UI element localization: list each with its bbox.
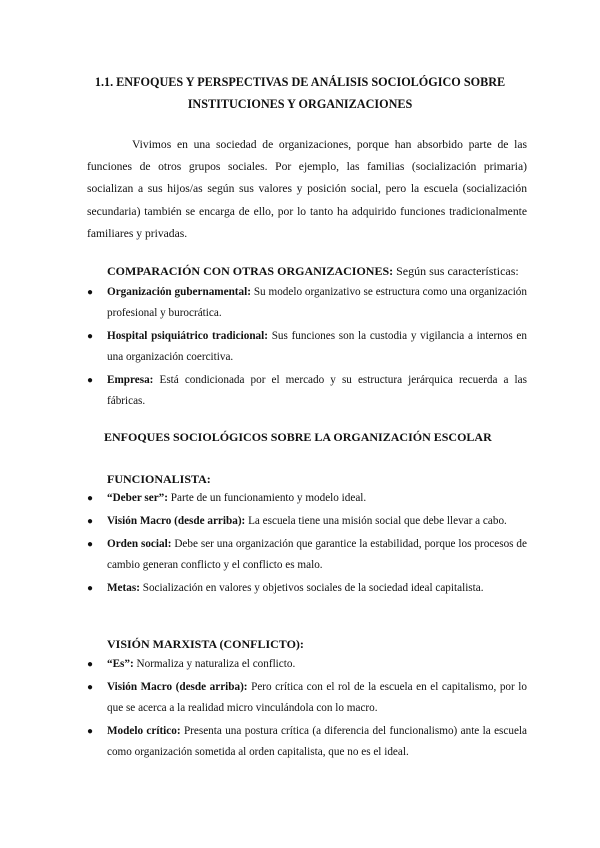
- bullet-icon: ●: [87, 659, 94, 670]
- bullet-icon: ●: [87, 726, 94, 737]
- comparacion-heading: [107, 261, 519, 281]
- item-term: Visión Macro (desde arriba):: [107, 681, 248, 693]
- item-term: Visión Macro (desde arriba):: [107, 515, 246, 527]
- item-term: Organización gubernamental:: [107, 286, 251, 298]
- list-item: [87, 578, 527, 599]
- bullet-icon: ●: [87, 287, 94, 298]
- item-text: Presenta una postura crítica (a diferencia del funcionalismo) ante la escuela como organización sometida al orden capitalista, que no es el ideal.: [107, 725, 527, 758]
- bullet-icon: ●: [87, 583, 94, 594]
- bullet-icon: ●: [87, 331, 94, 342]
- list-item: [87, 488, 527, 509]
- item-text: Pero crítica con el rol de la escuela en el capitalismo, por lo que se acerca a la realidad micro vinculándola con lo macro.: [107, 681, 527, 714]
- list-item: [87, 721, 527, 763]
- bullet-icon: ●: [87, 375, 94, 386]
- comparacion-list: [87, 282, 527, 414]
- item-text: La escuela tiene una misión social que debe llevar a cabo.: [245, 515, 507, 527]
- item-text: Socialización en valores y objetivos sociales de la sociedad ideal capitalista.: [139, 582, 484, 594]
- item-text: Debe ser una organización que garantice la estabilidad, porque los procesos de cambio generan conflicto y el conflicto es malo.: [107, 538, 527, 571]
- list-item: [87, 677, 527, 719]
- marxista-list: [87, 654, 527, 765]
- bullet-icon: ●: [87, 539, 94, 550]
- bullet-icon: ●: [87, 493, 94, 504]
- funcionalista-list: [87, 488, 527, 601]
- item-term: Hospital psiquiátrico tradicional:: [107, 330, 268, 342]
- list-item: [87, 326, 527, 368]
- list-item: [87, 282, 527, 324]
- item-term: “Es”:: [107, 658, 134, 670]
- item-term: Metas:: [107, 582, 140, 594]
- item-term: Empresa:: [107, 374, 154, 386]
- item-term: Modelo crítico:: [107, 725, 181, 737]
- list-item: [87, 534, 527, 576]
- funcionalista-heading: FUNCIONALISTA:: [107, 472, 211, 486]
- enfoques-heading: ENFOQUES SOCIOLÓGICOS SOBRE LA ORGANIZACIÓN ESCOLAR: [104, 430, 492, 444]
- item-text: Está condicionada por el mercado y su estructura jerárquica recuerda a las fábricas.: [107, 374, 527, 407]
- item-term: Orden social:: [107, 538, 172, 550]
- intro-paragraph: Vivimos en una sociedad de organizaciones, porque han absorbido parte de las funciones de otros grupos sociales. Por ejemplo, las familias (socialización primaria) socializan a sus hijos/as según sus valores y posición social, pero la escuela (socialización secundaria) también se encarga de ello, por lo tanto ha adquirido funciones tradicionalmente familiares y privadas.: [87, 138, 527, 240]
- marxista-heading: VISIÓN MARXISTA (CONFLICTO):: [107, 637, 304, 651]
- list-item: [87, 654, 527, 675]
- item-text: Normaliza y naturaliza el conflicto.: [133, 658, 296, 670]
- bullet-icon: ●: [87, 516, 94, 527]
- item-text: Sus funciones son la custodia y vigilancia a internos en una organización coercitiva.: [107, 330, 527, 363]
- section-title: 1.1. ENFOQUES Y PERSPECTIVAS DE ANÁLISIS SOCIOLÓGICO SOBRE INSTITUCIONES Y ORGANIZACIONES: [94, 75, 506, 111]
- comparacion-heading-rest: Según sus características:: [393, 264, 519, 278]
- item-text: Parte de un funcionamiento y modelo ideal.: [168, 492, 367, 504]
- item-term: “Deber ser”:: [107, 492, 168, 504]
- list-item: [87, 370, 527, 412]
- item-text: Su modelo organizativo se estructura como una organización profesional y burocrática.: [107, 286, 527, 319]
- comparacion-heading-text: COMPARACIÓN CON OTRAS ORGANIZACIONES:: [107, 264, 394, 278]
- bullet-icon: ●: [87, 682, 94, 693]
- list-item: [87, 511, 527, 532]
